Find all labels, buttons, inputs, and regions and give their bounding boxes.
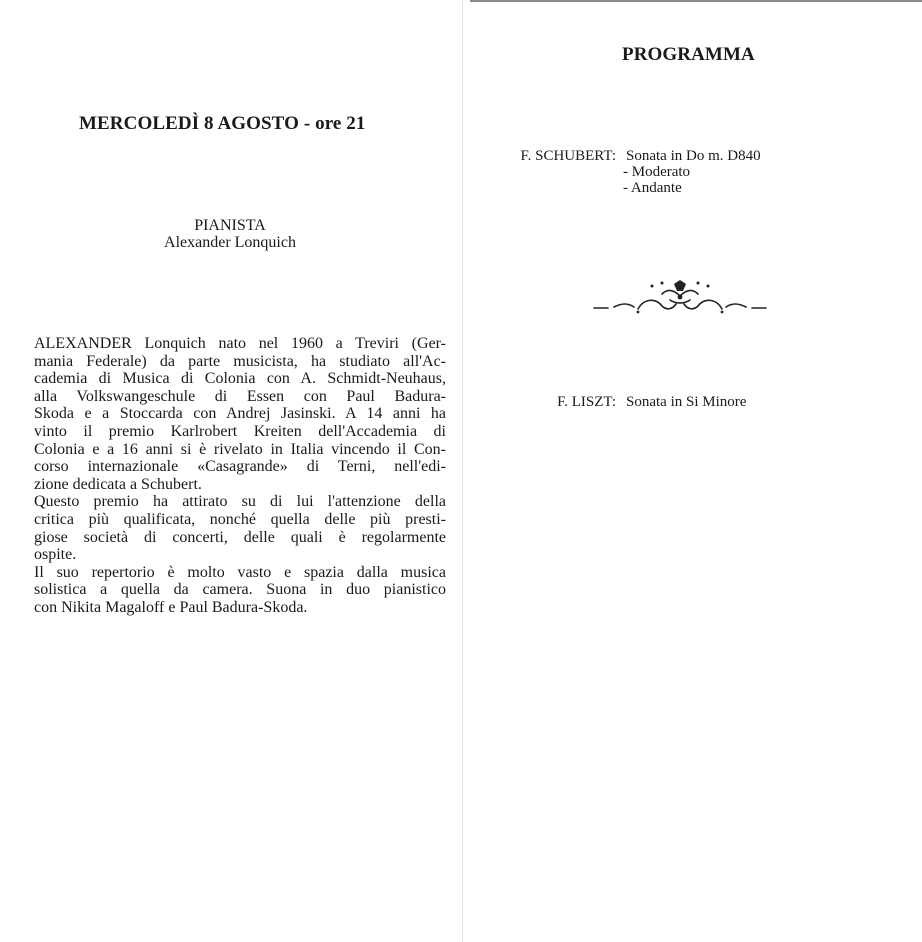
bio-line: vinto il premio Karlrobert Kreiten dell'Accademia di [34, 422, 446, 440]
bio-line: Skoda e a Stoccarda con Andrej Jasinski. A 14 anni ha [34, 405, 446, 423]
composer-name: F. LISZT: [557, 394, 616, 410]
bio-line: corso internazionale «Casagrande» di Terni, nell'edi- [34, 458, 446, 476]
bio-line: solistica a quella da camera. Suona in duo pianistico [34, 581, 446, 599]
bio-line: ALEXANDER Lonquich nato nel 1960 a Treviri (Ger- [34, 335, 446, 352]
bio-line: cademia di Musica di Colonia con A. Schmidt-Neuhaus, [34, 370, 446, 388]
work-title: Sonata in Do m. D840 [626, 148, 761, 164]
work-title: Sonata in Si Minore [626, 394, 747, 410]
concert-date-heading: MERCOLEDÌ 8 AGOSTO - ore 21 [79, 113, 366, 134]
performer-block [110, 217, 350, 251]
program-heading: PROGRAMMA [622, 44, 755, 65]
page-fold [462, 0, 463, 942]
performer-biography [34, 335, 446, 617]
movement-item: - Andante [623, 180, 682, 196]
bio-line: alla Volkswangeschule di Essen con Paul Badura- [34, 387, 446, 405]
decorative-flourish-icon [592, 276, 768, 316]
bio-line: Colonia e a 16 anni si è rivelato in Italia vincendo il Con- [34, 440, 446, 458]
top-rule [470, 0, 922, 2]
bio-line: zione dedicata a Schubert. [34, 475, 202, 493]
bio-line: ospite. [34, 546, 77, 564]
bio-line: mania Federale) da parte musicista, ha studiato all'Ac- [34, 352, 446, 370]
bio-line: con Nikita Magaloff e Paul Badura-Skoda. [34, 598, 308, 616]
bio-line: Il suo repertorio è molto vasto e spazia dalla musica [34, 563, 446, 581]
bio-line: Questo premio ha attirato su di lui l'attenzione della [34, 493, 446, 511]
performer-name: Alexander Lonquich [164, 234, 296, 251]
bio-line: critica più qualificata, nonché quella delle più presti- [34, 510, 446, 528]
composer-name: F. SCHUBERT: [520, 148, 616, 164]
bio-line: giose società di concerti, delle quali è regolarmente [34, 528, 446, 546]
movement-item: - Moderato [623, 164, 691, 180]
performer-role: PIANISTA [194, 217, 266, 234]
